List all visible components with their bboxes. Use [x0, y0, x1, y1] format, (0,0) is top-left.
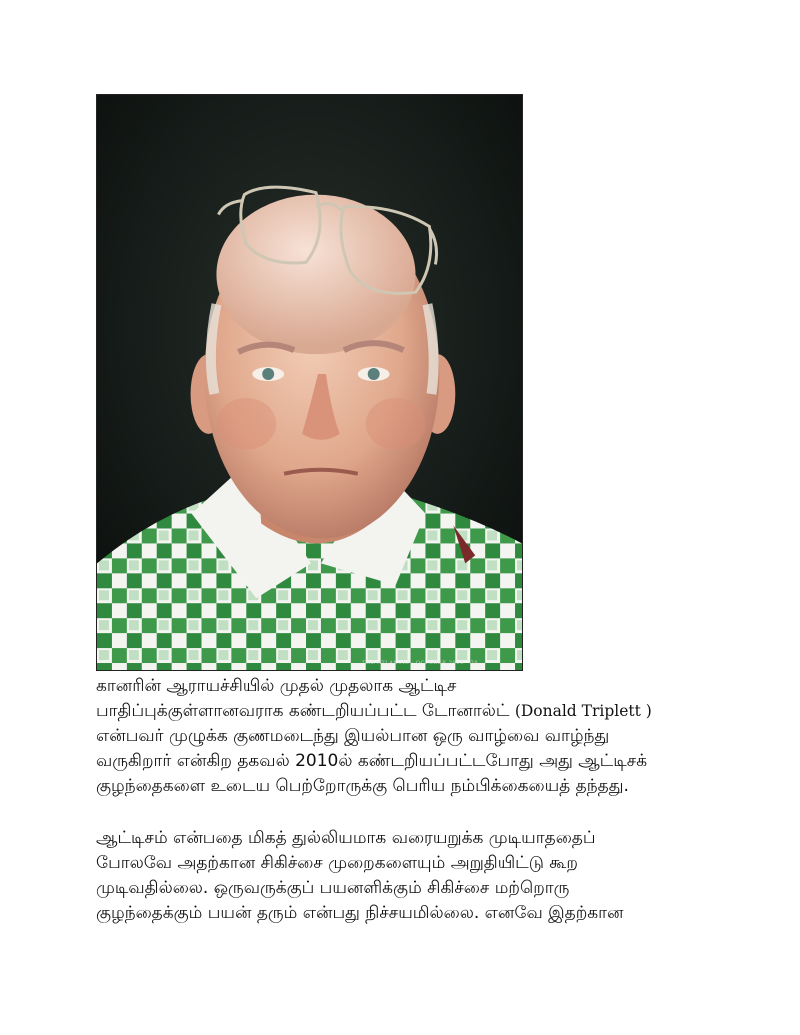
- paragraph-1-line-2-text: பாதிப்புக்குள்ளானவராக கண்டறியப்பட்ட டோனால்ட்: [96, 701, 510, 721]
- paragraph-2: [96, 826, 756, 926]
- portrait-photo: [96, 94, 523, 671]
- paragraph-1: [96, 674, 756, 799]
- paragraph-1-line-2: [96, 699, 756, 724]
- portrait-illustration: [97, 95, 522, 670]
- paragraph-2-line-4: குழந்தைக்கும் பயன் தரும் என்பது நிச்சயமில்லை. எனவே இதற்கான: [96, 903, 624, 923]
- paragraph-1-line-1: கானரின் ஆராயச்சியில் முதல் முதலாக ஆட்டிச: [96, 676, 457, 696]
- paragraph-1-line-3: என்பவர் முழுக்க குணமடைந்து இயல்பான ஒரு வாழ்வை வாழ்ந்து: [96, 726, 610, 746]
- paragraph-2-line-2: போலவே அதற்கான சிகிச்சை முறைகளையும் அறுதியிட்டு கூற: [96, 853, 578, 873]
- photo-credit: THE ATLANTIC · OCTOBER 2010 · 78: [362, 660, 478, 666]
- paragraph-1-line-5: குழந்தைகளை உடைய பெற்றோருக்கு பெரிய நம்பிக்கையைத் தந்தது.: [96, 776, 629, 796]
- paragraph-2-line-1: ஆட்டிசம் என்பதை மிகத் துல்லியமாக வரையறுக்க முடியாததைப்: [96, 828, 596, 848]
- donald-triplett-name: (Donald Triplett ): [514, 702, 652, 720]
- paragraph-2-line-3: முடிவதில்லை. ஒருவருக்குப் பயனளிக்கும் சிகிச்சை மற்றொரு: [96, 878, 570, 898]
- paragraph-1-line-4: வருகிறார் என்கிற தகவல் 2010ல் கண்டறியப்பட்டபோது அது ஆட்டிசக்: [96, 751, 648, 771]
